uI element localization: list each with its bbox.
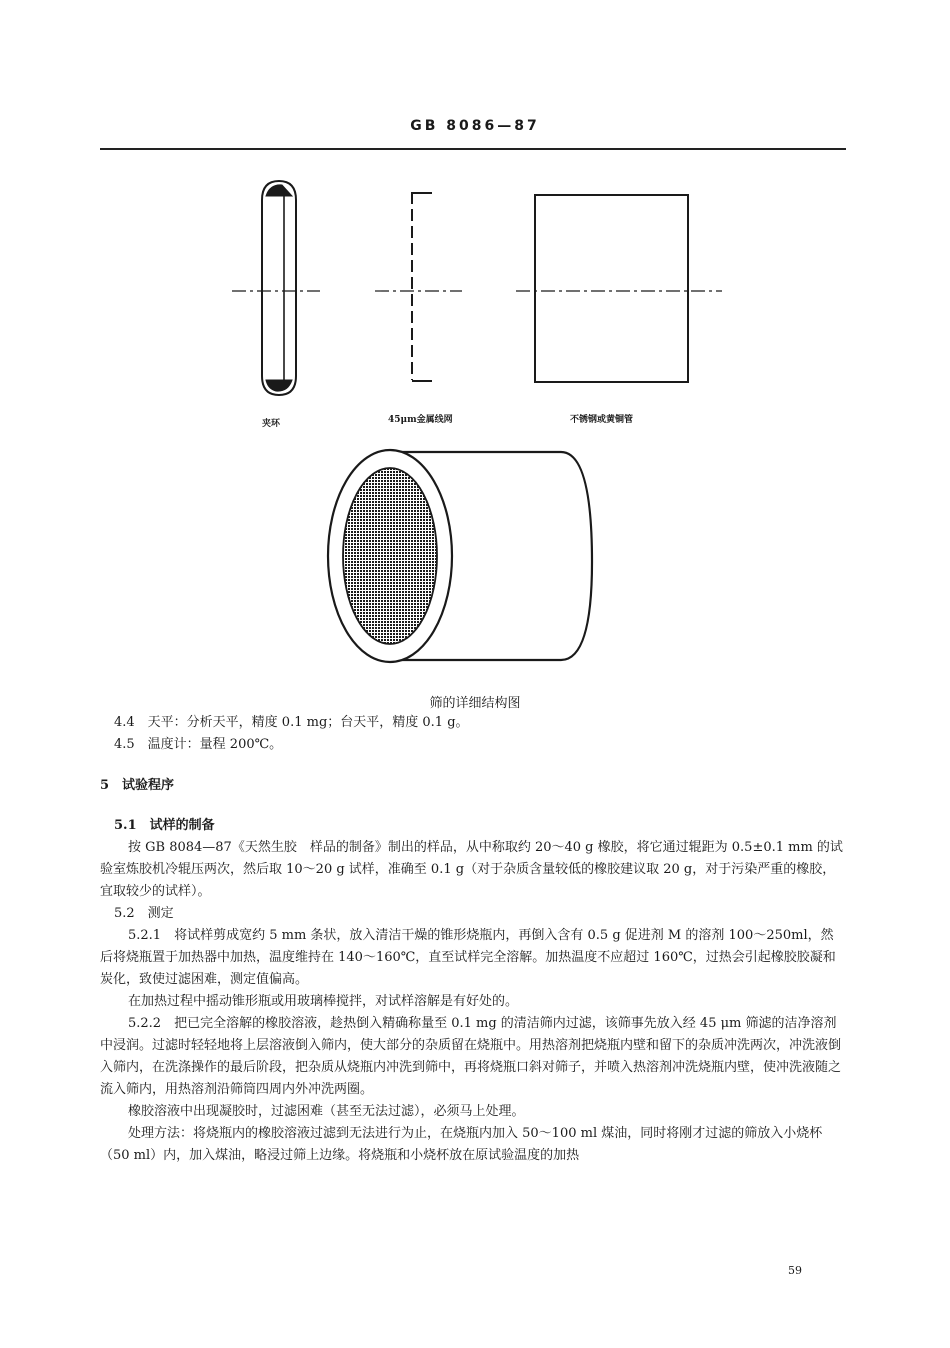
para-5-2-2: 5.2.2 把已完全溶解的橡胶溶液，趁热倒入精确称量至 0.1 mg 的清洁筛内过滤，该筛事先放入经 45 μm 筛滤的洁净溶剂中浸润。过滤时轻轻地将上层溶液倒入筛内，使大部分的杂质留在烧瓶中。用热溶剂把烧瓶内壁和留下的杂质冲洗两次，冲洗液倒入筛内，在洗涤操作的最后阶段，把杂质从烧瓶内冲洗到筛中，再将烧瓶口斜对筛子，并喷入热溶剂冲洗烧瓶内壁，使冲洗液随之流入筛内，用热溶剂沿筛筒四周内外冲洗两圈。 <box>100 1016 842 1097</box>
clamp-ring-drawing <box>232 181 320 395</box>
para-5-2-1: 5.2.1 将试样剪成宽约 5 mm 条状，放入清洁干燥的锥形烧瓶内，再倒入含有 0.5 g 促进剂 M 的溶剂 100～250ml，然后将烧瓶置于加热器中加热，温度维持在 140～160℃，直至试样完全溶解。加热温度不应超过 160℃，过热会引起橡胶胶凝和炭化，致使过滤困难，测定值偏高。 <box>100 928 836 987</box>
assembled-sieve-drawing <box>328 450 592 662</box>
section-4-items <box>100 712 845 756</box>
figure-caption: 筛的详细结构图 <box>429 696 521 711</box>
section-5 <box>100 775 845 797</box>
heading-5: 5 试验程序 <box>100 778 175 793</box>
standard-code-header: GB 8086—87 <box>410 118 540 134</box>
wire-mesh-label: 45μm金属线网 <box>388 415 453 425</box>
para-4-5: 4.5 温度计：量程 200℃。 <box>114 737 283 752</box>
para-gel: 橡胶溶液中出现凝胶时，过滤困难（甚至无法过滤），必须马上处理。 <box>128 1104 525 1119</box>
para-4-4: 4.4 天平：分析天平，精度 0.1 mg；台天平，精度 0.1 g。 <box>114 715 469 730</box>
heading-5-2: 5.2 测定 <box>114 906 174 921</box>
heading-5-1: 5.1 试样的制备 <box>114 818 215 833</box>
tube-drawing <box>516 195 722 382</box>
page-number: 59 <box>788 1264 802 1277</box>
clamp-ring-label: 夹环 <box>262 419 281 429</box>
para-5-2-1-note: 在加热过程中摇动锥形瓶或用玻璃棒搅拌，对试样溶解是有好处的。 <box>128 994 519 1009</box>
sieve-structure-figure <box>0 150 950 690</box>
section-5-1 <box>100 815 845 1167</box>
para-5-1: 按 GB 8084—87《天然生胶 样品的制备》制出的样品，从中称取约 20～40 g 橡胶，将它通过辊距为 0.5±0.1 mm 的试验室炼胶机冷辊压两次，然后取 10～20 g 试样，准确至 0.1 g（对于杂质含量较低的橡胶建议取 20 g，对于污染严重的橡胶，宜取较少的试样）。 <box>100 840 843 899</box>
tube-label: 不锈钢或黄铜管 <box>570 415 634 425</box>
para-method: 处理方法：将烧瓶内的橡胶溶液过滤到无法进行为止，在烧瓶内加入 50～100 ml 煤油，同时将刚才过滤的筛放入小烧杯（50 ml）内，加入煤油，略浸过筛上边缘。将烧瓶和小烧杯放在原试验温度的加热 <box>100 1126 823 1163</box>
wire-mesh-drawing <box>375 192 462 381</box>
